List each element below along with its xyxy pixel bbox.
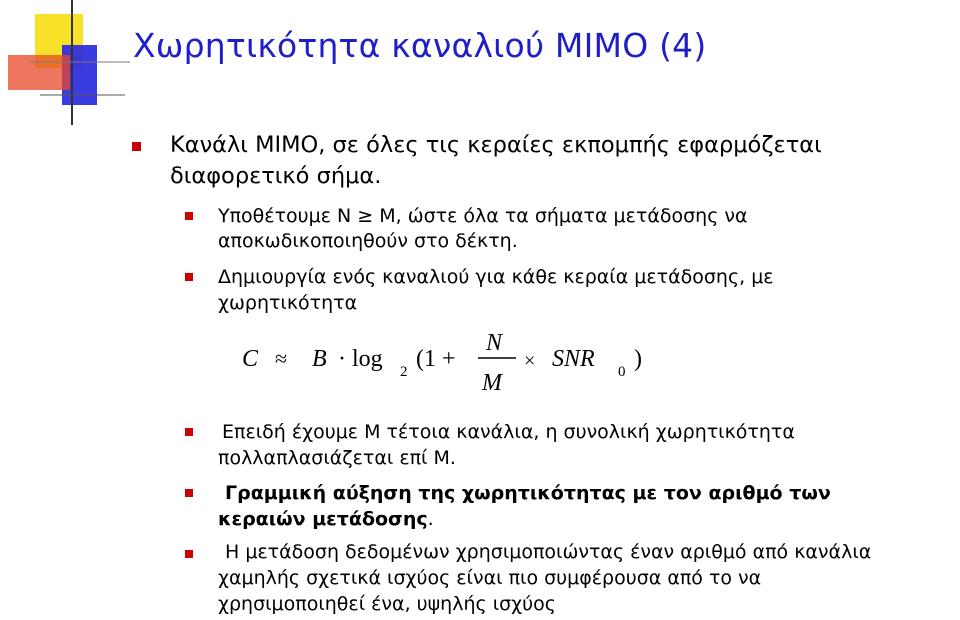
sub-bullet-marker xyxy=(185,212,193,220)
sub-bullet-text-line: Επειδή έχουμε M τέτοια κανάλια, η συνολική χωρητικότητα xyxy=(222,421,795,443)
formula-base: 2 xyxy=(400,364,408,380)
sub-bullet-text-line: Υποθέτουμε N ≥ M, ώστε όλα τα σήματα μετάδοσης να xyxy=(218,205,748,227)
sub-bullet-marker xyxy=(185,428,193,436)
corner-decoration xyxy=(0,0,130,130)
formula-B: B xyxy=(312,346,327,372)
sub-bullet-text-line: πολλαπλασιάζεται επί M. xyxy=(218,447,456,469)
bullet-text-line: διαφορετικό σήμα. xyxy=(170,163,382,189)
formula-times: × xyxy=(524,350,536,372)
formula-C: C xyxy=(242,346,259,372)
period: . xyxy=(427,508,434,530)
sub-bullet-text-line: χωρητικότητα xyxy=(218,292,358,314)
formula-log: log xyxy=(352,346,383,372)
formula-open: (1 + xyxy=(416,346,456,372)
bullet-marker xyxy=(132,142,141,151)
sub-bullet-marker xyxy=(185,273,193,281)
formula-dot: · xyxy=(338,346,346,372)
sub-bullet-text-line: Γραμμική αύξηση της χωρητικότητας με τον αριθμό των xyxy=(225,482,831,504)
sub-bullet-text-line: αποκωδικοποιηθούν στο δέκτη. xyxy=(218,230,518,252)
slide-title: Χωρητικότητα καναλιού ΜΙΜΟ (4) xyxy=(133,26,707,65)
sub-bullet-text-line xyxy=(218,506,434,532)
sub-bullet-marker xyxy=(185,489,193,497)
formula-sub0: 0 xyxy=(618,364,626,380)
formula-close: ) xyxy=(634,346,642,372)
capacity-formula xyxy=(220,322,660,400)
formula-numerator: N xyxy=(486,330,503,356)
sub-bullet-text-line: χαμηλής σχετικά ισχύος είναι πιο συμφέρουσα από το να xyxy=(218,567,762,589)
sub-bullet-text-line: Δημιουργία ενός καναλιού για κάθε κεραία μετάδοσης, με xyxy=(218,266,774,288)
sub-bullet-text-line: χρησιμοποιηθεί ένα, υψηλής ισχύος xyxy=(218,593,556,615)
formula-denominator: M xyxy=(482,370,502,396)
bold-phrase: κεραιών μετάδοσης xyxy=(218,508,428,530)
formula-snr: SNR xyxy=(552,346,595,372)
sub-bullet-text-line: Η μετάδοση δεδομένων χρησιμοποιώντας έναν αριθμό από κανάλια xyxy=(225,541,872,563)
sub-bullet-marker xyxy=(185,550,193,558)
formula-approx: ≈ xyxy=(275,346,288,371)
bullet-text-line: Κανάλι ΜΙΜΟ, σε όλες τις κεραίες εκπομπής εφαρμόζεται xyxy=(170,132,822,158)
